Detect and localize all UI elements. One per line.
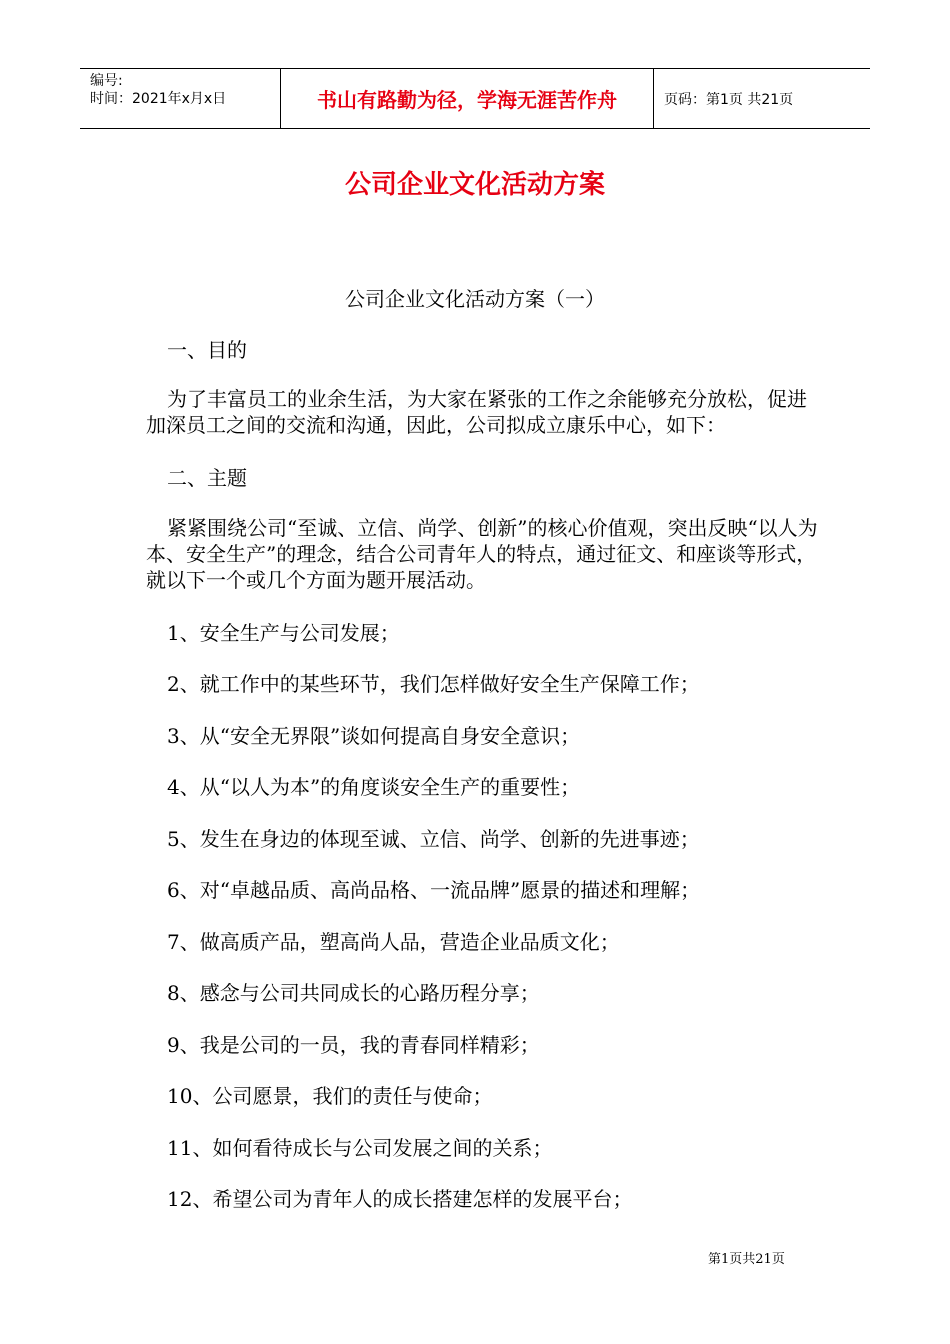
page-label: 页码：第1页 共21页 <box>664 91 794 108</box>
list-item: 11、如何看待成长与公司发展之间的关系； <box>167 1136 553 1160</box>
motto-text: 书山有路勤为径，学海无涯苦作舟 <box>317 88 617 112</box>
list-item: 3、从“安全无界限”谈如何提高自身安全意识； <box>167 724 581 748</box>
header-page-cell <box>654 69 870 128</box>
list-item: 12、希望公司为青年人的成长搭建怎样的发展平台； <box>167 1187 633 1211</box>
paragraph-purpose: 为了丰富员工的业余生活，为大家在紧张的工作之余能够充分放松，促进加深员工之间的交流和沟通，因此，公司拟成立康乐中心，如下： <box>146 387 807 437</box>
page-footer: 第1页共21页 <box>708 1252 785 1267</box>
document-title: 公司企业文化活动方案 <box>344 170 605 200</box>
heading-theme: 二、主题 <box>167 466 247 490</box>
list-item: 6、对“卓越品质、高尚品格、一流品牌”愿景的描述和理解； <box>167 878 701 902</box>
time-label: 时间：2021年x月x日 <box>90 91 227 107</box>
list-item: 2、就工作中的某些环节，我们怎样做好安全生产保障工作； <box>167 672 700 696</box>
header-meta-cell <box>80 69 281 128</box>
heading-purpose: 一、目的 <box>167 338 247 362</box>
list-item: 5、发生在身边的体现至诚、立信、尚学、创新的先进事迹； <box>167 827 700 851</box>
section-title: 公司企业文化活动方案（一） <box>345 287 605 311</box>
paragraph-theme: 紧紧围绕公司“至诚、立信、尚学、创新”的核心价值观，突出反映“以人为本、安全生产”的理念，结合公司青年人的特点，通过征文、和座谈等形式，就以下一个或几个方面为题开展活动。 <box>146 516 818 592</box>
number-label: 编号: <box>90 73 123 89</box>
list-item: 4、从“以人为本”的角度谈安全生产的重要性； <box>167 775 581 799</box>
header-motto-cell <box>281 69 654 128</box>
document-header <box>80 68 870 129</box>
list-item: 7、做高质产品，塑高尚人品，营造企业品质文化； <box>167 930 620 954</box>
list-item: 1、安全生产与公司发展； <box>167 621 400 645</box>
list-item: 9、我是公司的一员，我的青春同样精彩； <box>167 1033 540 1057</box>
list-item: 10、公司愿景，我们的责任与使命； <box>167 1084 493 1108</box>
list-item: 8、感念与公司共同成长的心路历程分享； <box>167 981 540 1005</box>
